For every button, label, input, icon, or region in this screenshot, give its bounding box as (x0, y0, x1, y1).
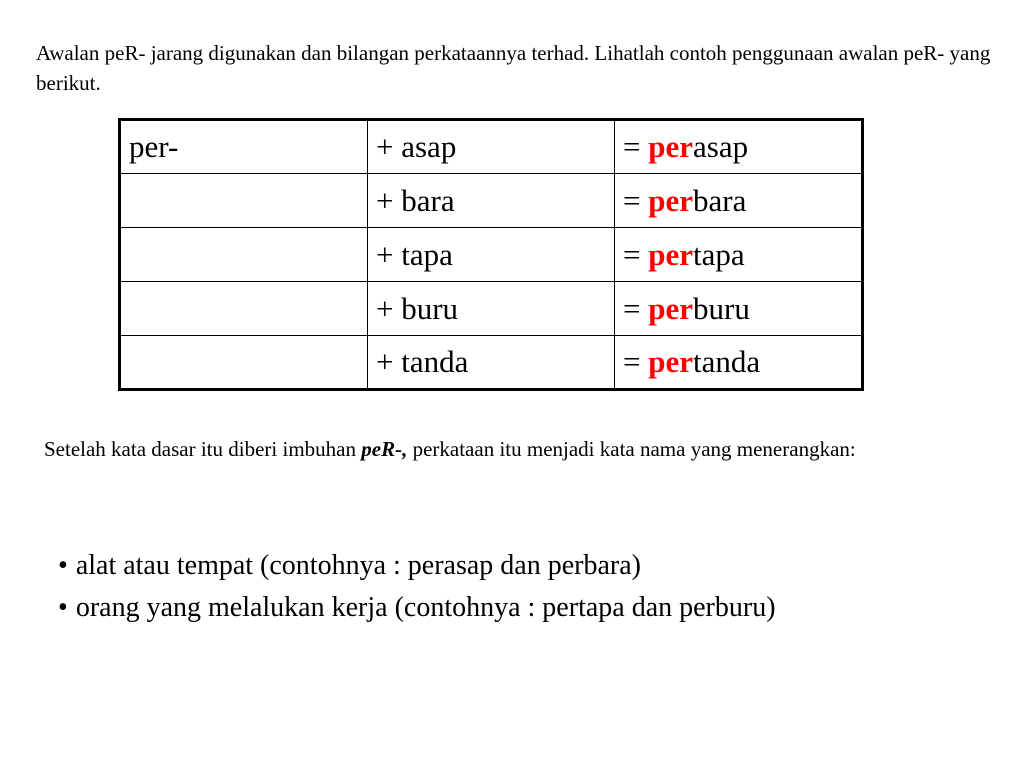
root-suffix: bara (693, 182, 747, 218)
highlighted-prefix: per (648, 290, 693, 326)
list-item: • orang yang melalukan kerja (contohnya : pertapa dan perburu) (58, 587, 776, 629)
root-word-cell: + buru (368, 282, 615, 336)
table-row (120, 282, 863, 336)
root-word-cell: + bara (368, 174, 615, 228)
result-word-cell (615, 174, 863, 228)
explanation-paragraph (44, 434, 994, 464)
result-word-cell (615, 282, 863, 336)
list-item: • alat atau tempat (contohnya : perasap dan perbara) (58, 545, 776, 587)
explanation-text: Setelah kata dasar itu diberi imbuhan (44, 437, 362, 461)
prefix-cell (120, 282, 368, 336)
table-row (120, 228, 863, 282)
root-word-cell: + asap (368, 120, 615, 174)
table-row (120, 336, 863, 390)
root-suffix: buru (693, 290, 750, 326)
prefix-cell: per- (120, 120, 368, 174)
equals-sign: = (623, 182, 649, 218)
equals-sign: = (623, 290, 649, 326)
highlighted-prefix: per (648, 182, 693, 218)
prefix-emphasis: peR-, (361, 437, 408, 461)
table-row (120, 174, 863, 228)
prefix-cell (120, 336, 368, 390)
explanation-text-cont: perkataan itu menjadi kata nama yang menerangkan: (407, 437, 856, 461)
equals-sign: = (623, 129, 649, 164)
usage-list (58, 545, 776, 629)
root-word-cell: + tapa (368, 228, 615, 282)
equals-sign: = (623, 344, 649, 379)
highlighted-prefix: per (648, 344, 693, 379)
prefix-cell (120, 228, 368, 282)
table-row (120, 120, 863, 174)
result-word-cell (615, 336, 863, 390)
root-suffix: tapa (693, 236, 745, 272)
result-word-cell (615, 120, 863, 174)
prefix-cell (120, 174, 368, 228)
result-word-cell (615, 228, 863, 282)
intro-paragraph: Awalan peR- jarang digunakan dan bilangan perkataannya terhad. Lihatlah contoh penggunaan awalan peR- yang berikut. (36, 41, 991, 95)
highlighted-prefix: per (648, 236, 693, 272)
root-word-cell: + tanda (368, 336, 615, 390)
equals-sign: = (623, 236, 649, 272)
root-suffix: asap (693, 129, 749, 164)
root-suffix: tanda (693, 344, 761, 379)
highlighted-prefix: per (648, 129, 693, 164)
prefix-example-table (118, 118, 864, 391)
